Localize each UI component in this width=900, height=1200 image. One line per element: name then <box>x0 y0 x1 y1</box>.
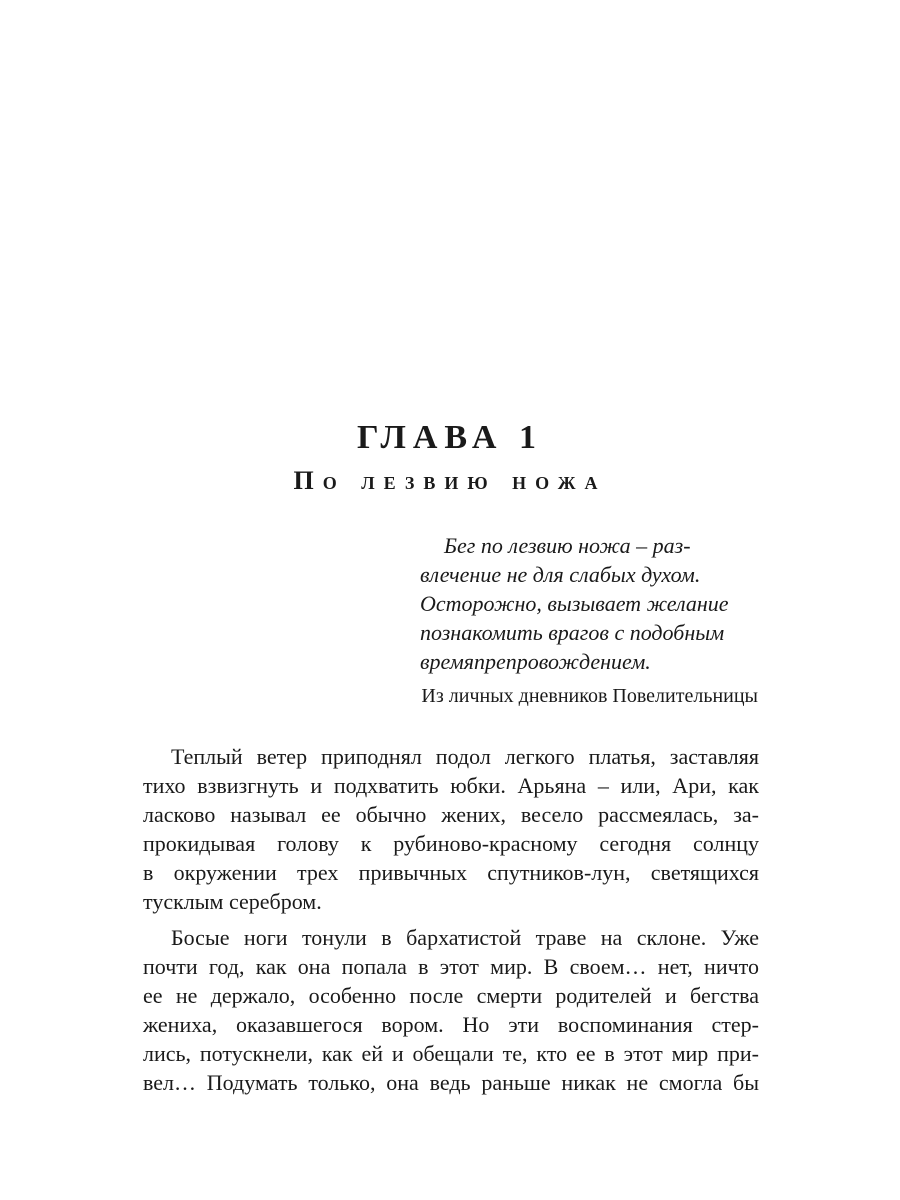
epigraph-text <box>420 531 758 676</box>
text-line: ее не держало, особенно после смерти родителей и бегства <box>143 983 759 1008</box>
text-line: жениха, оказавшегося вором. Но эти воспоминания стер- <box>143 1012 759 1037</box>
paragraph <box>143 923 759 1097</box>
text-line: в окружении трех привычных спутников-лун, светящихся <box>143 860 759 885</box>
text-line: тихо взвизгнуть и подхватить юбки. Арьяна – или, Ари, как <box>143 773 759 798</box>
text-line: лись, потускнели, как ей и обещали те, кто ее в этот мир при- <box>143 1041 759 1066</box>
paragraph <box>143 742 759 916</box>
text-line: ласково называл ее обычно жених, весело рассмеялась, за- <box>143 802 759 827</box>
text-line: Теплый ветер приподнял подол легкого платья, заставляя <box>171 744 759 769</box>
chapter-title: По лезвию ножа <box>293 466 607 495</box>
epigraph-line: влечение не для слабых духом. <box>420 562 701 587</box>
epigraph-source: Из личных дневников Повелительницы <box>421 685 758 707</box>
epigraph-line: времяпрепровождением. <box>420 649 651 674</box>
epigraph <box>420 531 758 710</box>
epigraph-line: Бег по лезвию ножа – раз- <box>444 533 691 558</box>
text-line: Босые ноги тонули в бархатистой траве на склоне. Уже <box>171 925 759 950</box>
text-line: тусклым серебром. <box>143 889 322 914</box>
text-line: вел… Подумать только, она ведь раньше никак не смогла бы <box>143 1070 759 1095</box>
epigraph-line: Осторожно, вызывает желание <box>420 591 729 616</box>
text-line: прокидывая голову к рубиново-красному сегодня солнцу <box>143 831 759 856</box>
text-line: почти год, как она попала в этот мир. В своем… нет, ничто <box>143 954 759 979</box>
body-text <box>143 742 759 1104</box>
chapter-number: ГЛАВА 1 <box>357 419 543 456</box>
epigraph-line: познакомить врагов с подобным <box>420 620 725 645</box>
